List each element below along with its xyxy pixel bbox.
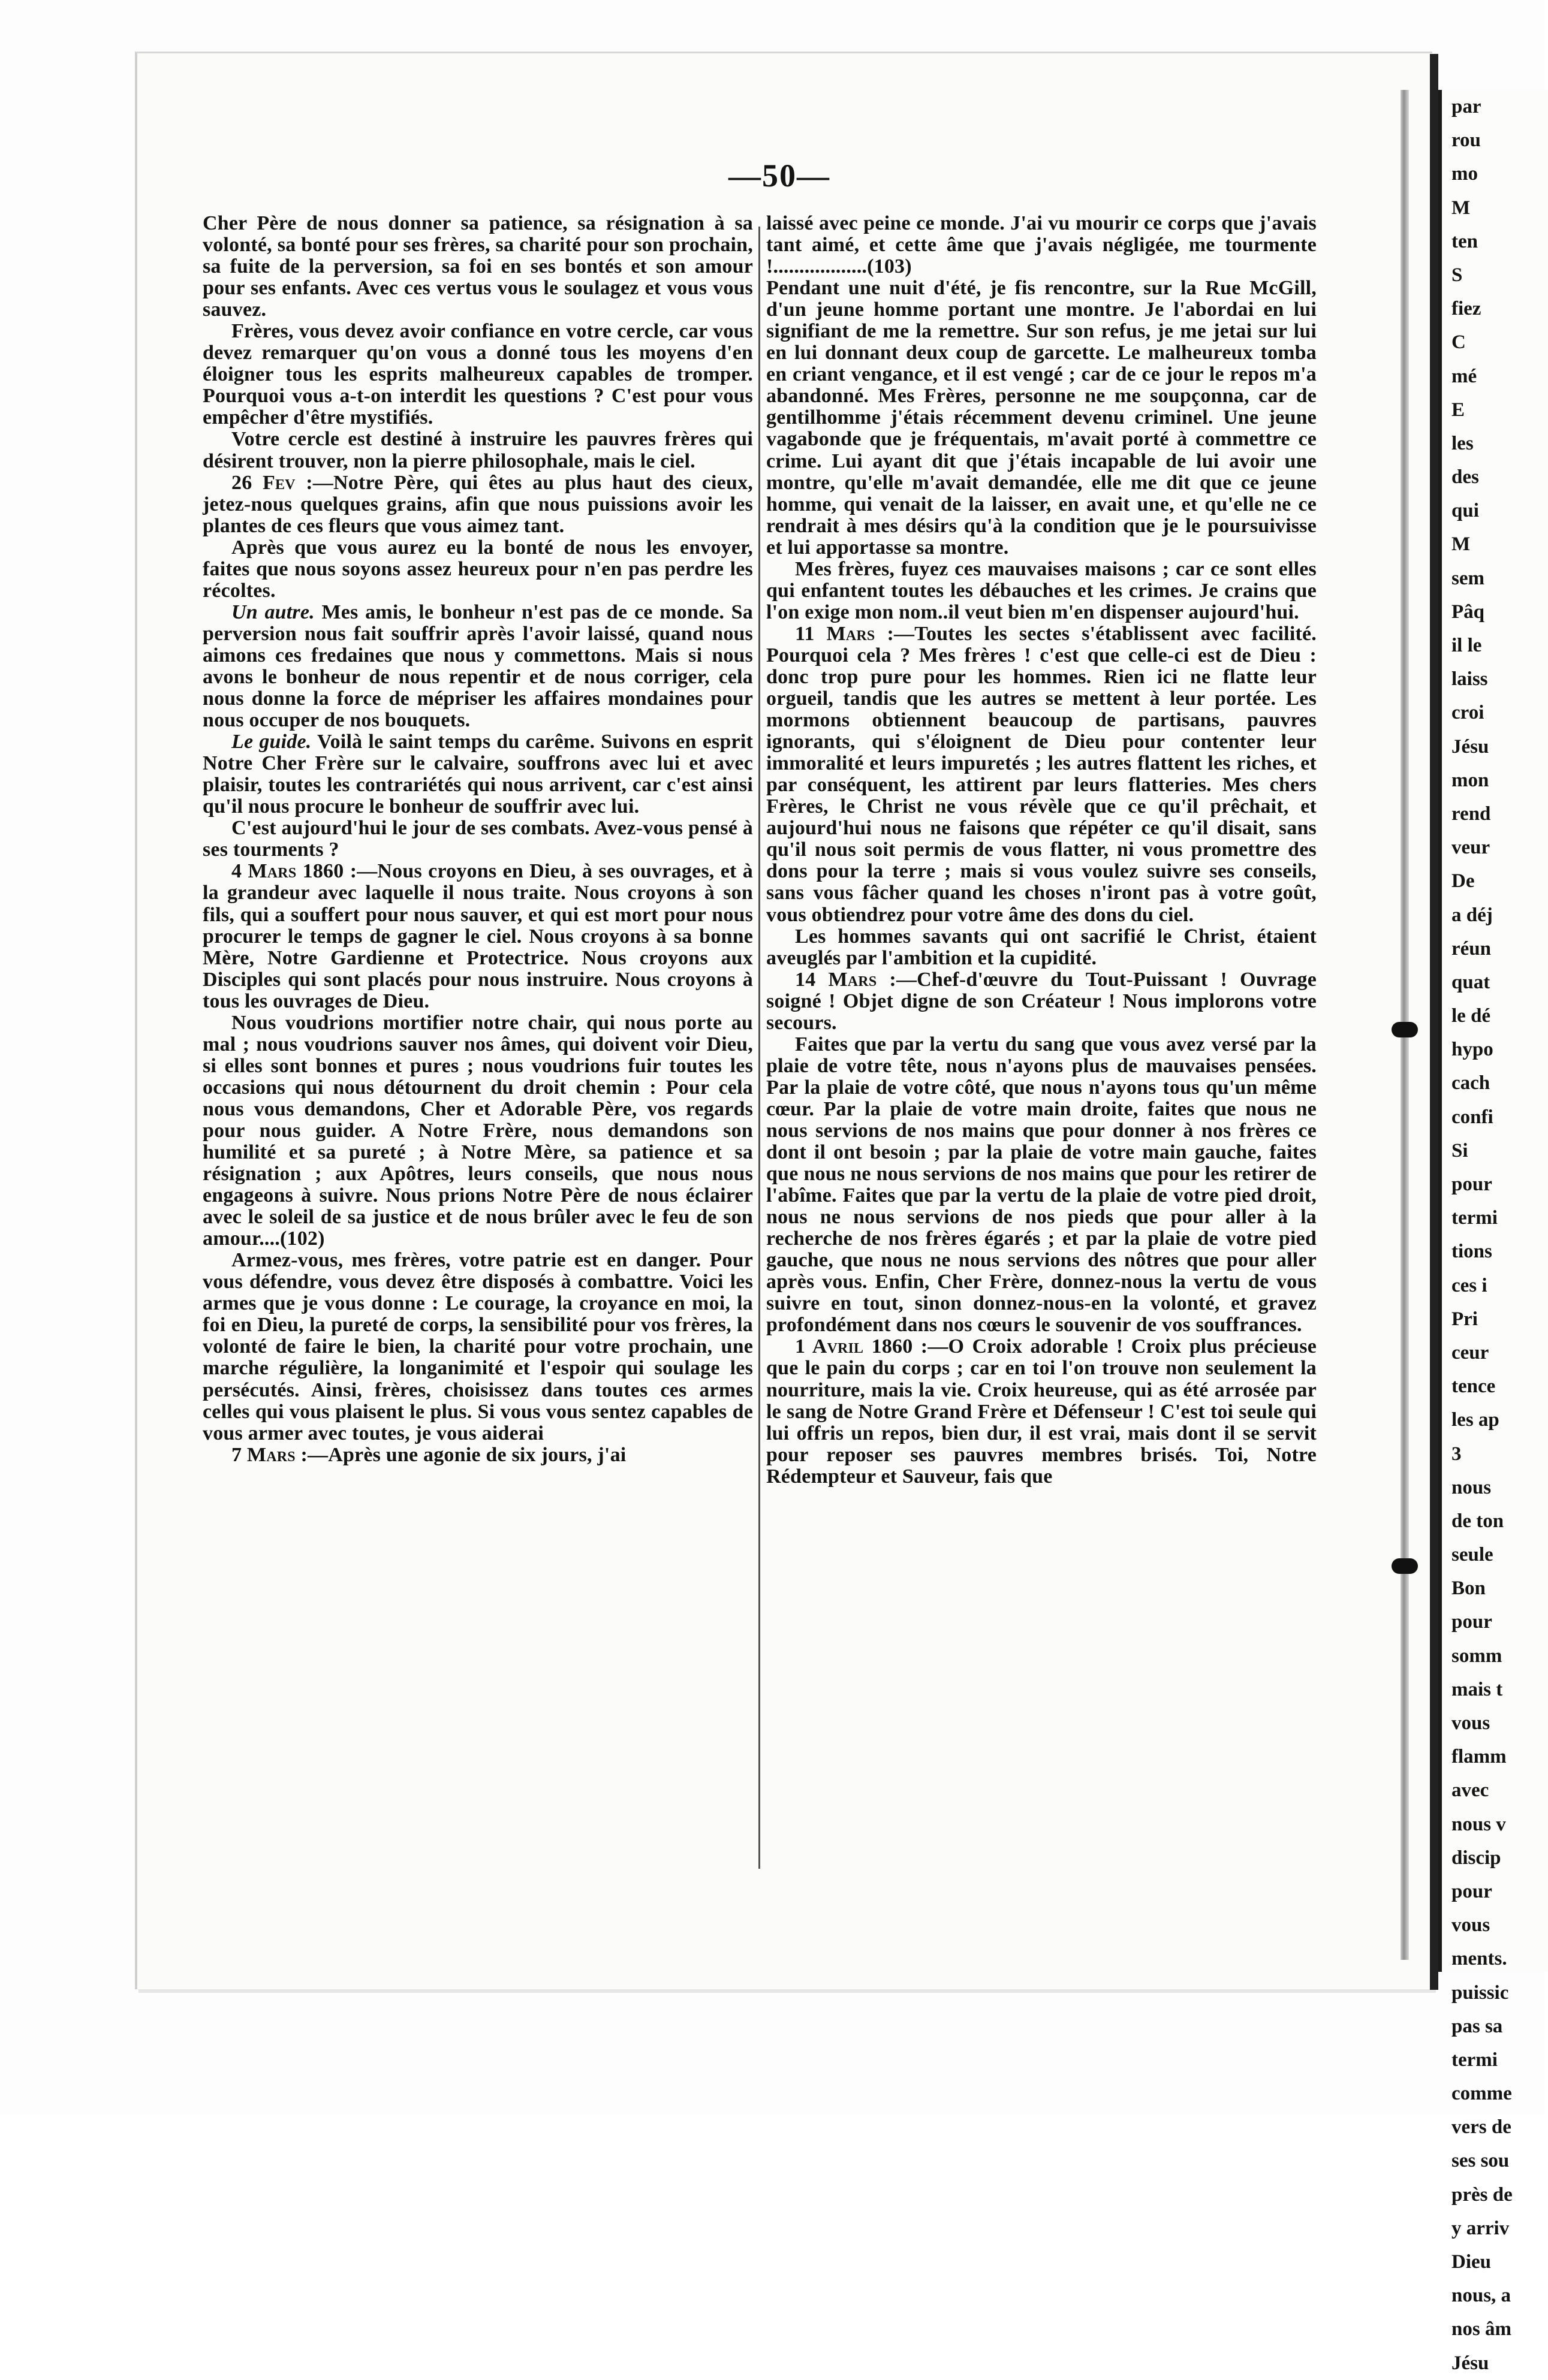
- next-page-line: croi: [1451, 702, 1484, 724]
- next-page-line: C: [1451, 331, 1466, 354]
- next-page-line: tions: [1451, 1241, 1492, 1263]
- next-page-line: y arriv: [1451, 2217, 1510, 2239]
- paragraph: [766, 969, 1317, 1034]
- paragraph-text: Faites que par la vertu du sang que vous avez versé par la plaie de votre tête, nous n'ayons plus de mauvaises pensées. Par la plaie de votre côté, que nous n'ayons tous qu'un même cœur. Par la plaie de votre main droite, faites que nous ne nous servions de nos mains que pour donner à nos frères ce dont il ont besoin ; par la plaie de votre main gauche, faites que nous ne nous servions de nos mains que pour les retirer de l'abîme. Faites que par la vertu de la plaie de votre pied droit, nous ne nous servions de nos pieds que pour aller à la recherche de nos frères égarés ; et par la plaie de votre pied gauche, que nous ne nous servions des nôtres que pour aller après vous. Enfin, Cher Frère, donnez-nous la vertu de vous suivre en tout, sinon donnez-nous-en la volonté, et gravez profondément dans nos cœurs le souvenir de vos souffrances.: [766, 1033, 1317, 1337]
- entry-date: 7 Mars: [231, 1443, 296, 1466]
- next-page-line: avec: [1451, 1779, 1489, 1802]
- next-page-line: pour: [1451, 1174, 1492, 1195]
- entry-date: 4 Mars 1860: [231, 860, 344, 883]
- next-page-line: mo: [1451, 163, 1478, 185]
- next-page-line: réun: [1451, 937, 1491, 960]
- next-page-line: mé: [1451, 365, 1477, 387]
- paragraph: [766, 1034, 1317, 1337]
- next-page-line: des: [1451, 466, 1479, 488]
- next-page-line: termi: [1451, 2049, 1498, 2071]
- page-number: —50—: [728, 158, 830, 194]
- paragraph-text: :—Après une agonie de six jours, j'ai: [295, 1443, 627, 1466]
- next-page-line: Bon: [1451, 1577, 1486, 1600]
- next-page-line: vers de: [1451, 2116, 1511, 2138]
- next-page-line: ces i: [1451, 1274, 1487, 1296]
- next-page-line: les: [1451, 432, 1474, 454]
- next-page-line: vous: [1451, 1914, 1490, 1936]
- paragraph: [203, 602, 753, 731]
- entry-date: 26 Fev: [231, 471, 296, 494]
- paragraph: [203, 1250, 753, 1444]
- paragraph: [203, 818, 753, 861]
- paragraph-text: :—Chef-d'œuvre du Tout-Puissant ! Ouvrage soigné ! Objet digne de son Créateur ! Nous implorons votre secours.: [766, 968, 1317, 1034]
- next-page-line: de ton: [1451, 1510, 1504, 1532]
- paragraph: [203, 213, 753, 321]
- next-page-line: le dé: [1451, 1005, 1491, 1027]
- text-column-left: [203, 213, 753, 1945]
- next-page-line: il le: [1451, 635, 1482, 656]
- next-page-line: qui: [1451, 500, 1479, 522]
- next-page-line: fiez: [1451, 298, 1481, 320]
- next-page-line: pour: [1451, 1880, 1492, 1902]
- next-page-line: nos âm: [1451, 2318, 1511, 2340]
- next-page-line: seule: [1451, 1544, 1493, 1566]
- paragraph: [203, 1012, 753, 1250]
- next-page-line: comme: [1451, 2083, 1512, 2105]
- next-page-line: rou: [1451, 129, 1481, 152]
- next-page-line: ceur: [1451, 1341, 1489, 1364]
- paragraph-text: :—O Croix adorable ! Croix plus précieuse que le pain du corps ; car en toi l'on trouve non seulement la nourriture, mais la vie. Croix heureuse, qui as été arrosée par le sang de Notre Grand Frère et Défenseur ! C'est toi seule qui lui offris un repos, bien dur, il est vrai, mais dont il se servit pour reposer ses pauvres membres brisés. Toi, Notre Rédempteur et Sauveur, fais que: [766, 1335, 1317, 1488]
- next-page-line: a déj: [1451, 904, 1493, 926]
- speaker-label: Le guide.: [231, 731, 312, 753]
- next-page-line: M: [1451, 197, 1471, 219]
- paragraph: [203, 537, 753, 602]
- paragraph-text: Après que vous aurez eu la bonté de nous les envoyer, faites que nous soyons assez heureux pour n'en pas perdre les récoltes.: [203, 536, 753, 602]
- next-page-line: près de: [1451, 2183, 1513, 2206]
- paragraph: [203, 731, 753, 818]
- next-page-line: Pri: [1451, 1308, 1478, 1330]
- entry-date: 14 Mars: [795, 968, 877, 991]
- speaker-label: Un autre.: [231, 601, 315, 623]
- next-page-line: confi: [1451, 1106, 1493, 1128]
- paragraph-text: Armez-vous, mes frères, votre patrie est en danger. Pour vous défendre, vous devez être disposés à combattre. Voici les armes que je vous donne : Le courage, la croyance en moi, la foi en Dieu, la pureté de corps, la sensibilité pour vos frères, la volonté de faire le bien, la charité pour votre prochain, une marche régulière, la longanimité et l'espoir qui soulage les persécutés. Ainsi, frères, choisissez dans toutes ces armes celles qui vous plaisent le plus. Si vous vous sentez capables de vous armer avec toutes, je vous aiderai: [203, 1249, 753, 1444]
- next-page-line: vous: [1451, 1712, 1490, 1734]
- paragraph-text: Les hommes savants qui ont sacrifié le Christ, étaient aveuglés par l'ambition et la cupidité.: [766, 925, 1317, 969]
- next-page-line: les ap: [1451, 1409, 1499, 1431]
- next-page-line: ten: [1451, 230, 1478, 252]
- paragraph: [203, 1444, 753, 1466]
- paragraph-text: Voilà le saint temps du carême. Suivons en esprit Notre Cher Frère sur le calvaire, souffrons avec lui et avec plaisir, toutes les contrariétés qui nous arrivent, car c'est ainsi qu'il nous procure le bonheur de souffrir avec lui.: [203, 731, 753, 818]
- paragraph: [766, 277, 1317, 559]
- next-page-line: nous v: [1451, 1813, 1506, 1835]
- next-page-line: 3: [1451, 1443, 1462, 1465]
- paragraph: [203, 472, 753, 537]
- paragraph: [766, 559, 1317, 623]
- next-page-line: quat: [1451, 971, 1490, 993]
- next-page-line: Dieu: [1451, 2251, 1491, 2273]
- entry-date: 11 Mars: [795, 622, 875, 645]
- paragraph: [766, 623, 1317, 926]
- next-page-line: S: [1451, 264, 1463, 286]
- next-page-line: Jésu: [1451, 735, 1489, 758]
- next-page-line: nous: [1451, 1476, 1492, 1498]
- next-page-line: Si: [1451, 1139, 1468, 1162]
- entry-date: 1 Avril 1860: [795, 1335, 913, 1358]
- next-page-line: E: [1451, 399, 1465, 421]
- paragraph: [766, 926, 1317, 969]
- paragraph-text: C'est aujourd'hui le jour de ses combats. Avez-vous pensé à ses tourments ?: [203, 817, 754, 861]
- next-page-line: ses sou: [1451, 2150, 1510, 2172]
- paragraph-text: Cher Père de nous donner sa patience, sa résignation à sa volonté, sa bonté pour ses frères, sa charité pour son prochain, sa fuite de la perversion, sa foi en ses bontés et son amour pour ses enfants. Avec ces vertus vous le soulagez et vous vous sauvez.: [203, 212, 753, 321]
- paragraph: [766, 1336, 1317, 1487]
- next-page-line: termi: [1451, 1207, 1498, 1229]
- paragraph: [203, 429, 753, 472]
- next-page-line: nous, a: [1451, 2285, 1511, 2307]
- paragraph-text: laissé avec peine ce monde. J'ai vu mourir ce corps que j'avais tant aimé, et cette âme que j'avais négligée, me tourmente !..................(103): [766, 212, 1317, 278]
- next-page-line: laiss: [1451, 668, 1488, 690]
- next-page-line: veur: [1451, 837, 1490, 859]
- next-page-line: mais t: [1451, 1678, 1503, 1700]
- next-page-line: flamm: [1451, 1746, 1507, 1768]
- next-page-line: cach: [1451, 1072, 1490, 1094]
- next-page-line: par: [1451, 96, 1481, 117]
- paragraph-text: Nous voudrions mortifier notre chair, qui nous porte au mal ; nous voudrions sauver nos âmes, qui doivent voir Dieu, si elles sont bonnes et pures ; nous voudrions fuir toutes les occasions qui nous détournent du droit chemin : Pour cela nous vous demandons, Cher et Adorable Père, vos regards pour nous guider. A Notre Frère, nous demandons son humilité et sa pureté ; à Notre Mère, sa patience et sa résignation ; aux Apôtres, leurs conseils, que nous nous engageons à suivre. Nous prions Notre Père de nous éclairer avec le soleil de sa justice et de nous brûler avec le feu de son amour....(102): [203, 1011, 753, 1250]
- paragraph-text: Votre cercle est destiné à instruire les pauvres frères qui désirent trouver, non la pierre philosophale, mais le ciel.: [203, 428, 753, 472]
- next-page-line: hypo: [1451, 1039, 1493, 1061]
- paragraph-text: Mes amis, le bonheur n'est pas de ce monde. Sa perversion nous fait souffrir après l'avoir laissé, quand nous aimons ces fredaines que nous y commettons. Mais si nous avons le bonheur de nous repentir et de nous corriger, cela nous donne la force de mépriser les affaires mondaines pour nous occuper de nos bouquets.: [203, 601, 753, 732]
- next-page-line: pas sa: [1451, 2015, 1503, 2037]
- paragraph: [203, 321, 753, 429]
- page-edge: [1430, 54, 1438, 1990]
- next-page-line: puissic: [1451, 1981, 1509, 2004]
- paragraph-text: :—Nous croyons en Dieu, à ses ouvrages, et à la grandeur avec laquelle il nous traite. Nous croyons à son fils, qui a souffert pour nous sauver, et qui est mort pour nous procurer le temps de gagner le ciel. Nous croyons à sa bonne Mère, Notre Gardienne et Protectrice. Nous croyons aux Disciples qui sont placés pour nous instruire. Nous croyons à tous les ouvrages de Dieu.: [203, 860, 754, 1012]
- next-page-line: Pâq: [1451, 601, 1485, 623]
- paragraph: [766, 213, 1317, 277]
- next-page-line: M: [1451, 533, 1471, 556]
- next-page-line: somm: [1451, 1645, 1502, 1667]
- next-page-line: tence: [1451, 1375, 1496, 1398]
- next-page-fragment: [1438, 90, 1548, 2374]
- next-page-line: De: [1451, 870, 1475, 892]
- next-page-line: pour: [1451, 1611, 1492, 1633]
- binding-clip-bottom: [1392, 1558, 1418, 1574]
- binding-clip-top: [1392, 1022, 1418, 1037]
- next-page-line: sem: [1451, 567, 1484, 589]
- next-page-line: rend: [1451, 803, 1491, 825]
- next-page-line: ments.: [1451, 1948, 1507, 1970]
- text-column-right: [766, 213, 1317, 1945]
- column-divider: [758, 227, 760, 1869]
- paragraph-text: Pendant une nuit d'été, je fis rencontre, sur la Rue McGill, d'un jeune homme portant une montre. Je l'abordai en lui signifiant de me la remettre. Sur son refus, je me jetai sur lui en lui donnant deux coup de garcette. Le malheureux tomba en criant vengance, et il est vengé ; car de ce jour le repos m'a abandonné. Mes Frères, personne ne me soupçonna, car de gentilhomme j'étais récemment devenu criminel. Une jeune vagabonde que je fréquentais, m'avait porté à commettre ce crime. Lui ayant dit que j'étais incapable de lui avoir une montre, qu'elle m'avait demandée, elle me dit que ce jeune homme, qui venait de la laisser, en avait une, et qu'elle ne ce rendrait à mes désirs qu'à la condition que je le poursuivisse et lui apportasse sa montre.: [766, 277, 1317, 559]
- paragraph-text: Frères, vous devez avoir confiance en votre cercle, car vous devez remarquer qu'on vous a donné tous les moyens d'en éloigner tous les esprits malheureux capables de tromper. Pourquoi vous a-t-on interdit les questions ? C'est pour vous empêcher d'être mystifiés.: [203, 320, 753, 429]
- next-page-line: discip: [1451, 1847, 1501, 1869]
- next-page-line: mon: [1451, 769, 1489, 791]
- next-page-line: Jésu: [1451, 2352, 1489, 2374]
- paragraph-text: Mes frères, fuyez ces mauvaises maisons ; car ce sont elles qui enfantent toutes les débauches et les crimes. Je crains que l'on exige mon nom..il veut bien m'en dispenser aujourd'hui.: [766, 557, 1317, 623]
- paragraph-text: :—Notre Père, qui êtes au plus haut des cieux, jetez-nous quelques grains, afin que nous puissions avoir les plantes de ces fleurs que vous aimez tant.: [203, 471, 753, 537]
- paragraph: [203, 861, 753, 1012]
- paragraph-text: :—Toutes les sectes s'établissent avec facilité. Pourquoi cela ? Mes frères ! c'est que celle-ci est de Dieu : donc trop pure pour les hommes. Rien ici ne flatte leur orgueil, tandis que les autres se mettent à leur portée. Les mormons obtiennent beaucoup de partisans, pauvres ignorants, qui s'éloignent de Dieu pour contenter leur immoralité et leurs impuretés ; les autres flattent les riches, et par conséquent, les attirent par leurs flatteries. Mes chers Frères, le Christ ne vous révèle que ce qu'il prêchait, et aujourd'hui nous ne faisons que répéter ce qu'il disait, sans qu'il nous soit permis de vous flatter, ni vous promettre des dons pour la terre ; mais si vous voulez suivre ses conseils, sans vous fâcher quand les choses n'iront pas à votre goût, vous obtiendrez pour votre âme des dons du ciel.: [766, 622, 1317, 926]
